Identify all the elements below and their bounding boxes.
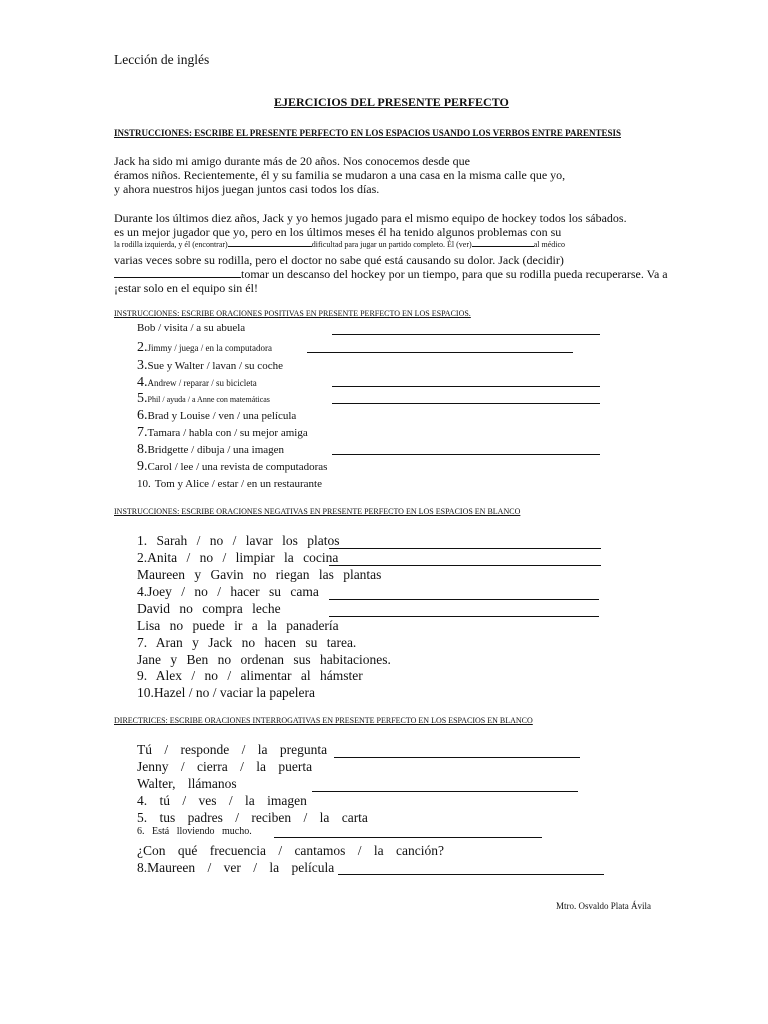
positive-item-2 — [137, 338, 272, 356]
negative-item-3: Maureen y Gavin no riegan las plantas — [137, 567, 382, 582]
negative-item-6: Lisa no puede ir a la panadería — [137, 618, 339, 633]
question-item-6: 6. Está lloviendo mucho. — [137, 826, 252, 837]
story-line-1: Jack ha sido mi amigo durante más de 20 años. Nos conocemos desde que — [114, 154, 470, 168]
item-num: 8. — [137, 442, 148, 457]
story-line-4: Durante los últimos diez años, Jack y yo hemos jugado para el mismo equipo de hockey todos los sábados. — [114, 211, 627, 225]
story-line-6c: al médico — [533, 240, 566, 249]
answer-line[interactable] — [332, 454, 600, 455]
blank-ver[interactable] — [472, 246, 534, 247]
story-line-5: es un mejor jugador que yo, pero en los últimos meses él ha tenido algunos problemas con su — [114, 225, 562, 239]
answer-line[interactable] — [329, 548, 601, 549]
answer-line[interactable] — [307, 352, 573, 353]
answer-line[interactable] — [332, 386, 600, 387]
negative-item-7: 7. Aran y Jack no hacen su tarea. — [137, 635, 357, 650]
answer-line[interactable] — [338, 874, 604, 875]
instructions-1: INSTRUCCIONES: ESCRIBE EL PRESENTE PERFECTO EN LOS ESPACIOS USANDO LOS VERBOS ENTRE PARENTESIS — [114, 128, 621, 138]
negative-item-1: 1. Sarah / no / lavar los platos — [137, 533, 340, 548]
item-num: 2. — [137, 340, 148, 355]
story-line-6b: dificultad para jugar un partido completo. Él (ver) — [311, 240, 472, 249]
item-num: 7. — [137, 425, 148, 440]
question-item-4: 4. tú / ves / la imagen — [137, 793, 307, 808]
instructions-2: INSTRUCCIONES: ESCRIBE ORACIONES POSITIVAS EN PRESENTE PERFECTO EN LOS ESPACIOS. — [114, 309, 471, 318]
item-num: 6. — [137, 408, 148, 423]
negative-item-4: 4.Joey / no / hacer su cama — [137, 584, 319, 599]
item-num: 9. — [137, 459, 148, 474]
item-num: 3. — [137, 358, 148, 373]
answer-line[interactable] — [312, 791, 578, 792]
answer-line[interactable] — [332, 334, 600, 335]
positive-item-9 — [137, 457, 327, 475]
item-text: Tom y Alice / estar / en un restaurante — [154, 478, 322, 490]
positive-item-3 — [137, 356, 283, 374]
story-line-7: varias veces sobre su rodilla, pero el doctor no sabe qué está causando su dolor. Jack (decidir) — [114, 253, 564, 267]
page-title: EJERCICIOS DEL PRESENTE PERFECTO — [274, 95, 509, 109]
item-text: Tamara / habla con / su mejor amiga — [147, 427, 308, 439]
answer-line[interactable] — [332, 403, 600, 404]
item-num: 5. — [137, 391, 148, 406]
item-text: Phil / ayuda / a Anne con matemáticas — [147, 395, 270, 404]
negative-item-8: Jane y Ben no ordenan sus habitaciones. — [137, 652, 391, 667]
positive-item-7 — [137, 423, 308, 441]
item-text: Jimmy / juega / en la computadora — [147, 343, 272, 353]
item-text: Sue y Walter / lavan / su coche — [147, 360, 283, 372]
answer-line[interactable] — [329, 616, 599, 617]
positive-item-8 — [137, 440, 284, 458]
question-item-8: 8.Maureen / ver / la película — [137, 860, 335, 875]
item-text: Brad y Louise / ven / una película — [147, 410, 297, 422]
story-line-6 — [114, 240, 565, 249]
item-text: Carol / lee / una revista de computadoras — [147, 461, 328, 473]
question-item-1: Tú / responde / la pregunta — [137, 742, 328, 757]
item-num: 10. — [137, 478, 151, 490]
author-credit: Mtro. Osvaldo Plata Ávila — [556, 901, 651, 911]
blank-encontrar[interactable] — [228, 246, 312, 247]
story-line-3: y ahora nuestros hijos juegan juntos casi todos los días. — [114, 182, 380, 196]
answer-line[interactable] — [329, 599, 599, 600]
question-item-5: 5. tus padres / reciben / la carta — [137, 810, 368, 825]
negative-item-9: 9. Alex / no / alimentar al hámster — [137, 668, 363, 683]
story-line-9: ¡estar solo en el equipo sin él! — [114, 281, 258, 295]
instructions-4: DIRECTRICES: ESCRIBE ORACIONES INTERROGATIVAS EN PRESENTE PERFECTO EN LOS ESPACIOS EN BLANCO — [114, 716, 533, 725]
negative-item-2: 2.Anita / no / limpiar la cocina — [137, 550, 339, 565]
blank-decidir[interactable] — [114, 277, 241, 278]
positive-item-5 — [137, 389, 270, 407]
question-item-7: ¿Con qué frecuencia / cantamos / la canción? — [137, 843, 445, 858]
question-item-2: Jenny / cierra / la puerta — [137, 759, 313, 774]
story-line-8-text: tomar un descanso del hockey por un tiempo, para que su rodilla pueda recuperarse. Va a — [241, 267, 668, 281]
story-line-2: éramos niños. Recientemente, él y su familia se mudaron a una casa en la misma calle que yo, — [114, 168, 566, 182]
answer-line[interactable] — [329, 565, 601, 566]
story-line-6a: la rodilla izquierda, y él (encontrar) — [114, 240, 228, 249]
positive-item-6 — [137, 406, 296, 424]
item-text: Andrew / reparar / su bicicleta — [147, 378, 257, 388]
answer-line[interactable] — [334, 757, 580, 758]
instructions-3: INSTRUCCIONES: ESCRIBE ORACIONES NEGATIVAS EN PRESENTE PERFECTO EN LOS ESPACIOS EN BLANCO — [114, 507, 521, 516]
answer-line[interactable] — [274, 837, 542, 838]
story-line-8 — [114, 267, 668, 282]
negative-item-10: 10.Hazel / no / vaciar la papelera — [137, 685, 316, 700]
item-num: 4. — [137, 375, 148, 390]
lesson-label: Lección de inglés — [114, 52, 210, 67]
question-item-3: Walter, llámanos — [137, 776, 237, 791]
positive-item-10 — [137, 474, 322, 492]
negative-item-5: David no compra leche — [137, 601, 281, 616]
item-text: Bridgette / dibuja / una imagen — [147, 444, 285, 456]
positive-item-1: Bob / visita / a su abuela — [137, 322, 246, 334]
